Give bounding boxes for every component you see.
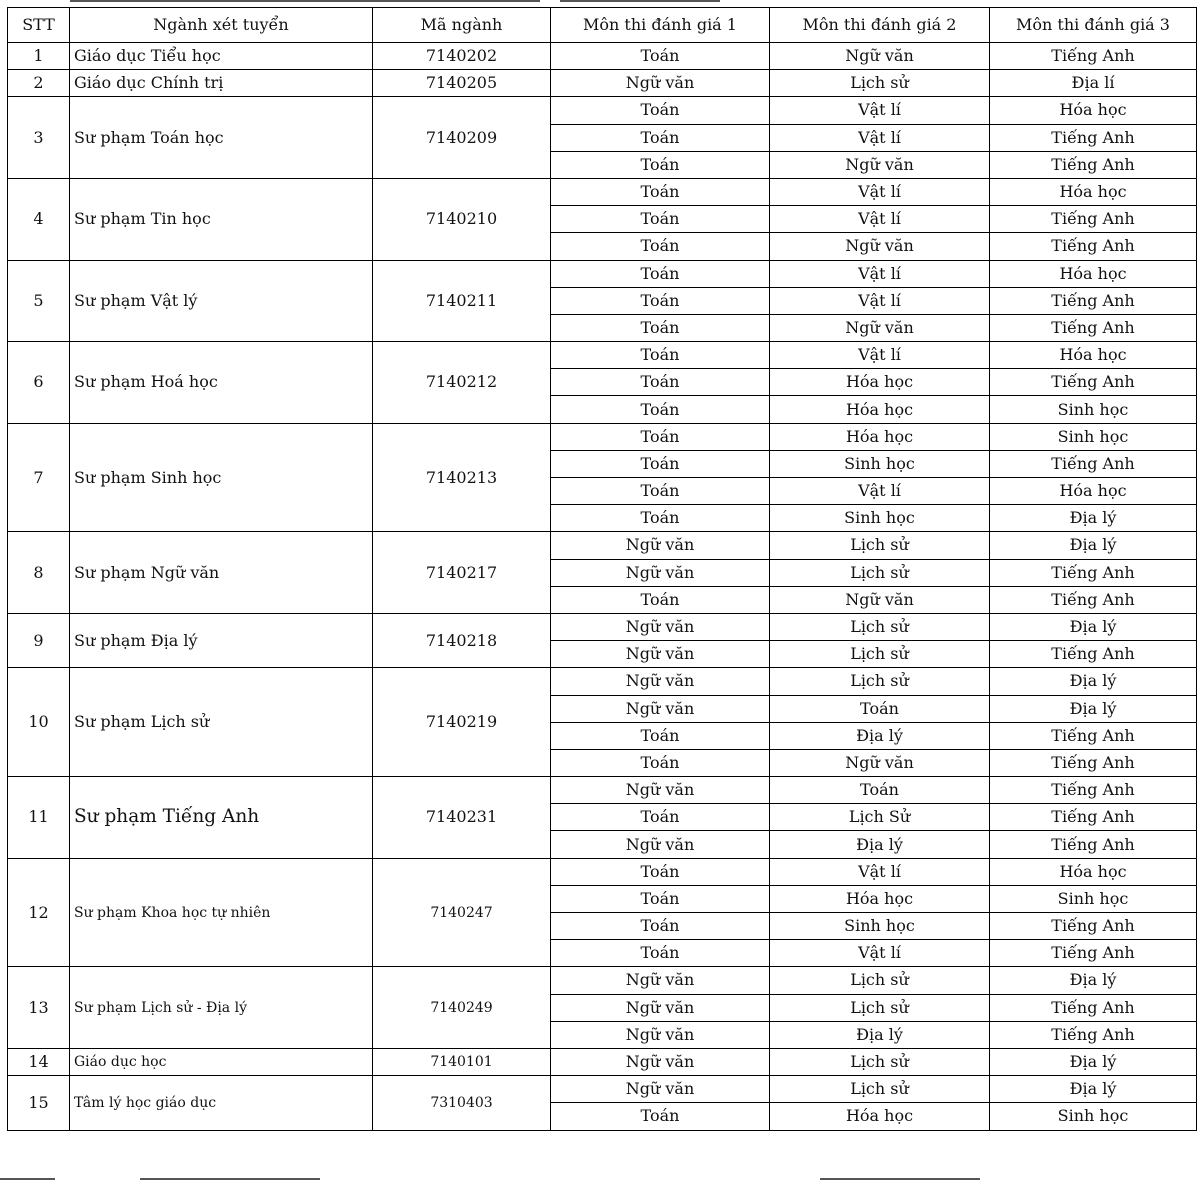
subject-1-cell: Toán xyxy=(551,396,770,423)
subject-3-cell: Hóa học xyxy=(990,260,1197,287)
major-name-cell: Giáo dục Tiểu học xyxy=(70,43,373,70)
subject-2-cell: Địa lý xyxy=(770,1021,990,1048)
subject-3-cell: Hóa học xyxy=(990,178,1197,205)
major-name-cell: Sư phạm Hoá học xyxy=(70,342,373,424)
subject-1-cell: Ngữ văn xyxy=(551,777,770,804)
subject-1-cell: Toán xyxy=(551,124,770,151)
subject-3-cell: Tiếng Anh xyxy=(990,559,1197,586)
table-row xyxy=(8,178,1197,205)
stt-cell: 6 xyxy=(8,342,70,424)
header-code: Mã ngành xyxy=(373,8,551,43)
major-name-cell: Sư phạm Sinh học xyxy=(70,423,373,532)
subject-3-cell: Địa lý xyxy=(990,505,1197,532)
subject-2-cell: Toán xyxy=(770,777,990,804)
subject-3-cell: Tiếng Anh xyxy=(990,124,1197,151)
subject-3-cell: Tiếng Anh xyxy=(990,1021,1197,1048)
stt-cell: 13 xyxy=(8,967,70,1049)
stt-cell: 12 xyxy=(8,858,70,967)
subject-2-cell: Sinh học xyxy=(770,450,990,477)
subject-1-cell: Toán xyxy=(551,586,770,613)
major-name-cell: Tâm lý học giáo dục xyxy=(70,1076,373,1130)
table-row xyxy=(8,423,1197,450)
subject-1-cell: Toán xyxy=(551,423,770,450)
stt-cell: 15 xyxy=(8,1076,70,1130)
subject-2-cell: Vật lí xyxy=(770,478,990,505)
major-name-cell: Giáo dục Chính trị xyxy=(70,70,373,97)
subject-1-cell: Toán xyxy=(551,369,770,396)
major-code-cell: 7310403 xyxy=(373,1076,551,1130)
subject-3-cell: Tiếng Anh xyxy=(990,994,1197,1021)
subject-1-cell: Ngữ văn xyxy=(551,70,770,97)
subject-2-cell: Ngữ văn xyxy=(770,586,990,613)
major-name-cell: Sư phạm Toán học xyxy=(70,97,373,179)
stt-cell: 4 xyxy=(8,178,70,260)
subject-3-cell: Địa lý xyxy=(990,1048,1197,1075)
subject-3-cell: Tiếng Anh xyxy=(990,233,1197,260)
subject-2-cell: Hóa học xyxy=(770,423,990,450)
subject-3-cell: Tiếng Anh xyxy=(990,913,1197,940)
subject-2-cell: Vật lí xyxy=(770,858,990,885)
table-row xyxy=(8,613,1197,640)
subject-2-cell: Vật lí xyxy=(770,342,990,369)
table-row xyxy=(8,1048,1197,1075)
subject-3-cell: Tiếng Anh xyxy=(990,43,1197,70)
subject-3-cell: Hóa học xyxy=(990,858,1197,885)
subject-2-cell: Ngữ văn xyxy=(770,43,990,70)
subject-3-cell: Tiếng Anh xyxy=(990,804,1197,831)
subject-3-cell: Tiếng Anh xyxy=(990,641,1197,668)
subject-1-cell: Ngữ văn xyxy=(551,831,770,858)
subject-1-cell: Toán xyxy=(551,885,770,912)
table-row xyxy=(8,260,1197,287)
subject-2-cell: Lịch sử xyxy=(770,1048,990,1075)
header-subject-2: Môn thi đánh giá 2 xyxy=(770,8,990,43)
subject-3-cell: Hóa học xyxy=(990,97,1197,124)
subject-1-cell: Toán xyxy=(551,478,770,505)
subject-1-cell: Ngữ văn xyxy=(551,994,770,1021)
subject-3-cell: Tiếng Anh xyxy=(990,777,1197,804)
subject-1-cell: Toán xyxy=(551,287,770,314)
subject-3-cell: Địa lý xyxy=(990,613,1197,640)
stt-cell: 7 xyxy=(8,423,70,532)
subject-2-cell: Hóa học xyxy=(770,1103,990,1130)
subject-3-cell: Địa lý xyxy=(990,967,1197,994)
stt-cell: 1 xyxy=(8,43,70,70)
subject-2-cell: Hóa học xyxy=(770,396,990,423)
table-row xyxy=(8,342,1197,369)
subject-1-cell: Ngữ văn xyxy=(551,695,770,722)
table-row xyxy=(8,1076,1197,1103)
subject-3-cell: Địa lý xyxy=(990,695,1197,722)
subject-1-cell: Toán xyxy=(551,178,770,205)
major-code-cell: 7140217 xyxy=(373,532,551,614)
major-name-cell: Sư phạm Lịch sử - Địa lý xyxy=(70,967,373,1049)
stt-cell: 9 xyxy=(8,613,70,667)
subject-3-cell: Tiếng Anh xyxy=(990,940,1197,967)
subject-1-cell: Ngữ văn xyxy=(551,641,770,668)
stt-cell: 11 xyxy=(8,777,70,859)
major-code-cell: 7140212 xyxy=(373,342,551,424)
major-code-cell: 7140231 xyxy=(373,777,551,859)
table-row xyxy=(8,97,1197,124)
major-code-cell: 7140205 xyxy=(373,70,551,97)
subject-2-cell: Toán xyxy=(770,695,990,722)
subject-3-cell: Hóa học xyxy=(990,478,1197,505)
subject-1-cell: Ngữ văn xyxy=(551,1076,770,1103)
subject-1-cell: Toán xyxy=(551,43,770,70)
major-name-cell: Sư phạm Tiếng Anh xyxy=(70,777,373,859)
table-row xyxy=(8,532,1197,559)
subject-2-cell: Ngữ văn xyxy=(770,151,990,178)
subject-3-cell: Tiếng Anh xyxy=(990,749,1197,776)
subject-2-cell: Sinh học xyxy=(770,913,990,940)
header-stt: STT xyxy=(8,8,70,43)
table-row xyxy=(8,43,1197,70)
stt-cell: 3 xyxy=(8,97,70,179)
subject-1-cell: Toán xyxy=(551,450,770,477)
table-row xyxy=(8,777,1197,804)
subject-1-cell: Toán xyxy=(551,749,770,776)
subject-1-cell: Toán xyxy=(551,722,770,749)
subject-3-cell: Sinh học xyxy=(990,423,1197,450)
table-row xyxy=(8,70,1197,97)
subject-1-cell: Toán xyxy=(551,505,770,532)
subject-1-cell: Toán xyxy=(551,1103,770,1130)
subject-1-cell: Toán xyxy=(551,858,770,885)
subject-3-cell: Địa lý xyxy=(990,668,1197,695)
subject-2-cell: Vật lí xyxy=(770,97,990,124)
table-row xyxy=(8,858,1197,885)
subject-1-cell: Toán xyxy=(551,233,770,260)
major-name-cell: Giáo dục học xyxy=(70,1048,373,1075)
stt-cell: 8 xyxy=(8,532,70,614)
subject-2-cell: Lịch sử xyxy=(770,559,990,586)
subject-1-cell: Ngữ văn xyxy=(551,668,770,695)
subject-3-cell: Tiếng Anh xyxy=(990,722,1197,749)
subject-2-cell: Hóa học xyxy=(770,885,990,912)
major-name-cell: Sư phạm Địa lý xyxy=(70,613,373,667)
major-code-cell: 7140247 xyxy=(373,858,551,967)
subject-2-cell: Sinh học xyxy=(770,505,990,532)
subject-2-cell: Ngữ văn xyxy=(770,749,990,776)
subject-1-cell: Toán xyxy=(551,804,770,831)
subject-1-cell: Toán xyxy=(551,314,770,341)
stt-cell: 5 xyxy=(8,260,70,342)
subject-2-cell: Ngữ văn xyxy=(770,314,990,341)
major-code-cell: 7140101 xyxy=(373,1048,551,1075)
stt-cell: 10 xyxy=(8,668,70,777)
cropped-text-below xyxy=(0,1176,1200,1184)
subject-2-cell: Lịch sử xyxy=(770,613,990,640)
subject-1-cell: Toán xyxy=(551,913,770,940)
subject-1-cell: Ngữ văn xyxy=(551,1048,770,1075)
subject-3-cell: Địa lý xyxy=(990,532,1197,559)
subject-1-cell: Ngữ văn xyxy=(551,967,770,994)
subject-3-cell: Sinh học xyxy=(990,396,1197,423)
subject-1-cell: Toán xyxy=(551,97,770,124)
major-name-cell: Sư phạm Tin học xyxy=(70,178,373,260)
table-row xyxy=(8,668,1197,695)
header-subject-3: Môn thi đánh giá 3 xyxy=(990,8,1197,43)
subject-2-cell: Địa lý xyxy=(770,722,990,749)
major-code-cell: 7140249 xyxy=(373,967,551,1049)
subject-2-cell: Lịch Sử xyxy=(770,804,990,831)
subject-2-cell: Lịch sử xyxy=(770,641,990,668)
subject-2-cell: Vật lí xyxy=(770,124,990,151)
major-name-cell: Sư phạm Ngữ văn xyxy=(70,532,373,614)
subject-2-cell: Vật lí xyxy=(770,940,990,967)
subject-3-cell: Địa lý xyxy=(990,1076,1197,1103)
major-code-cell: 7140218 xyxy=(373,613,551,667)
subject-3-cell: Sinh học xyxy=(990,885,1197,912)
subject-3-cell: Tiếng Anh xyxy=(990,369,1197,396)
major-code-cell: 7140209 xyxy=(373,97,551,179)
table-body xyxy=(8,43,1197,1131)
major-name-cell: Sư phạm Lịch sử xyxy=(70,668,373,777)
stt-cell: 14 xyxy=(8,1048,70,1075)
subject-2-cell: Vật lí xyxy=(770,260,990,287)
subject-2-cell: Vật lí xyxy=(770,178,990,205)
subject-3-cell: Tiếng Anh xyxy=(990,314,1197,341)
admission-table xyxy=(7,7,1197,1131)
stt-cell: 2 xyxy=(8,70,70,97)
subject-2-cell: Ngữ văn xyxy=(770,233,990,260)
subject-1-cell: Ngữ văn xyxy=(551,559,770,586)
subject-1-cell: Ngữ văn xyxy=(551,1021,770,1048)
subject-3-cell: Hóa học xyxy=(990,342,1197,369)
subject-1-cell: Toán xyxy=(551,260,770,287)
major-code-cell: 7140213 xyxy=(373,423,551,532)
major-code-cell: 7140210 xyxy=(373,178,551,260)
major-code-cell: 7140219 xyxy=(373,668,551,777)
subject-1-cell: Toán xyxy=(551,940,770,967)
subject-2-cell: Lịch sử xyxy=(770,967,990,994)
subject-2-cell: Vật lí xyxy=(770,206,990,233)
subject-2-cell: Lịch sử xyxy=(770,70,990,97)
subject-2-cell: Lịch sử xyxy=(770,668,990,695)
subject-3-cell: Địa lí xyxy=(990,70,1197,97)
subject-2-cell: Vật lí xyxy=(770,287,990,314)
table-row xyxy=(8,967,1197,994)
subject-3-cell: Tiếng Anh xyxy=(990,206,1197,233)
header-row xyxy=(8,8,1197,43)
major-name-cell: Sư phạm Khoa học tự nhiên xyxy=(70,858,373,967)
subject-2-cell: Lịch sử xyxy=(770,1076,990,1103)
subject-3-cell: Sinh học xyxy=(990,1103,1197,1130)
subject-1-cell: Toán xyxy=(551,206,770,233)
subject-1-cell: Ngữ văn xyxy=(551,532,770,559)
subject-2-cell: Lịch sử xyxy=(770,994,990,1021)
subject-2-cell: Hóa học xyxy=(770,369,990,396)
subject-3-cell: Tiếng Anh xyxy=(990,151,1197,178)
subject-1-cell: Toán xyxy=(551,151,770,178)
major-code-cell: 7140202 xyxy=(373,43,551,70)
subject-2-cell: Lịch sử xyxy=(770,532,990,559)
subject-3-cell: Tiếng Anh xyxy=(990,450,1197,477)
subject-3-cell: Tiếng Anh xyxy=(990,287,1197,314)
subject-3-cell: Tiếng Anh xyxy=(990,586,1197,613)
subject-1-cell: Toán xyxy=(551,342,770,369)
major-code-cell: 7140211 xyxy=(373,260,551,342)
major-name-cell: Sư phạm Vật lý xyxy=(70,260,373,342)
header-subject-1: Môn thi đánh giá 1 xyxy=(551,8,770,43)
subject-3-cell: Tiếng Anh xyxy=(990,831,1197,858)
subject-1-cell: Ngữ văn xyxy=(551,613,770,640)
subject-2-cell: Địa lý xyxy=(770,831,990,858)
header-major: Ngành xét tuyển xyxy=(70,8,373,43)
